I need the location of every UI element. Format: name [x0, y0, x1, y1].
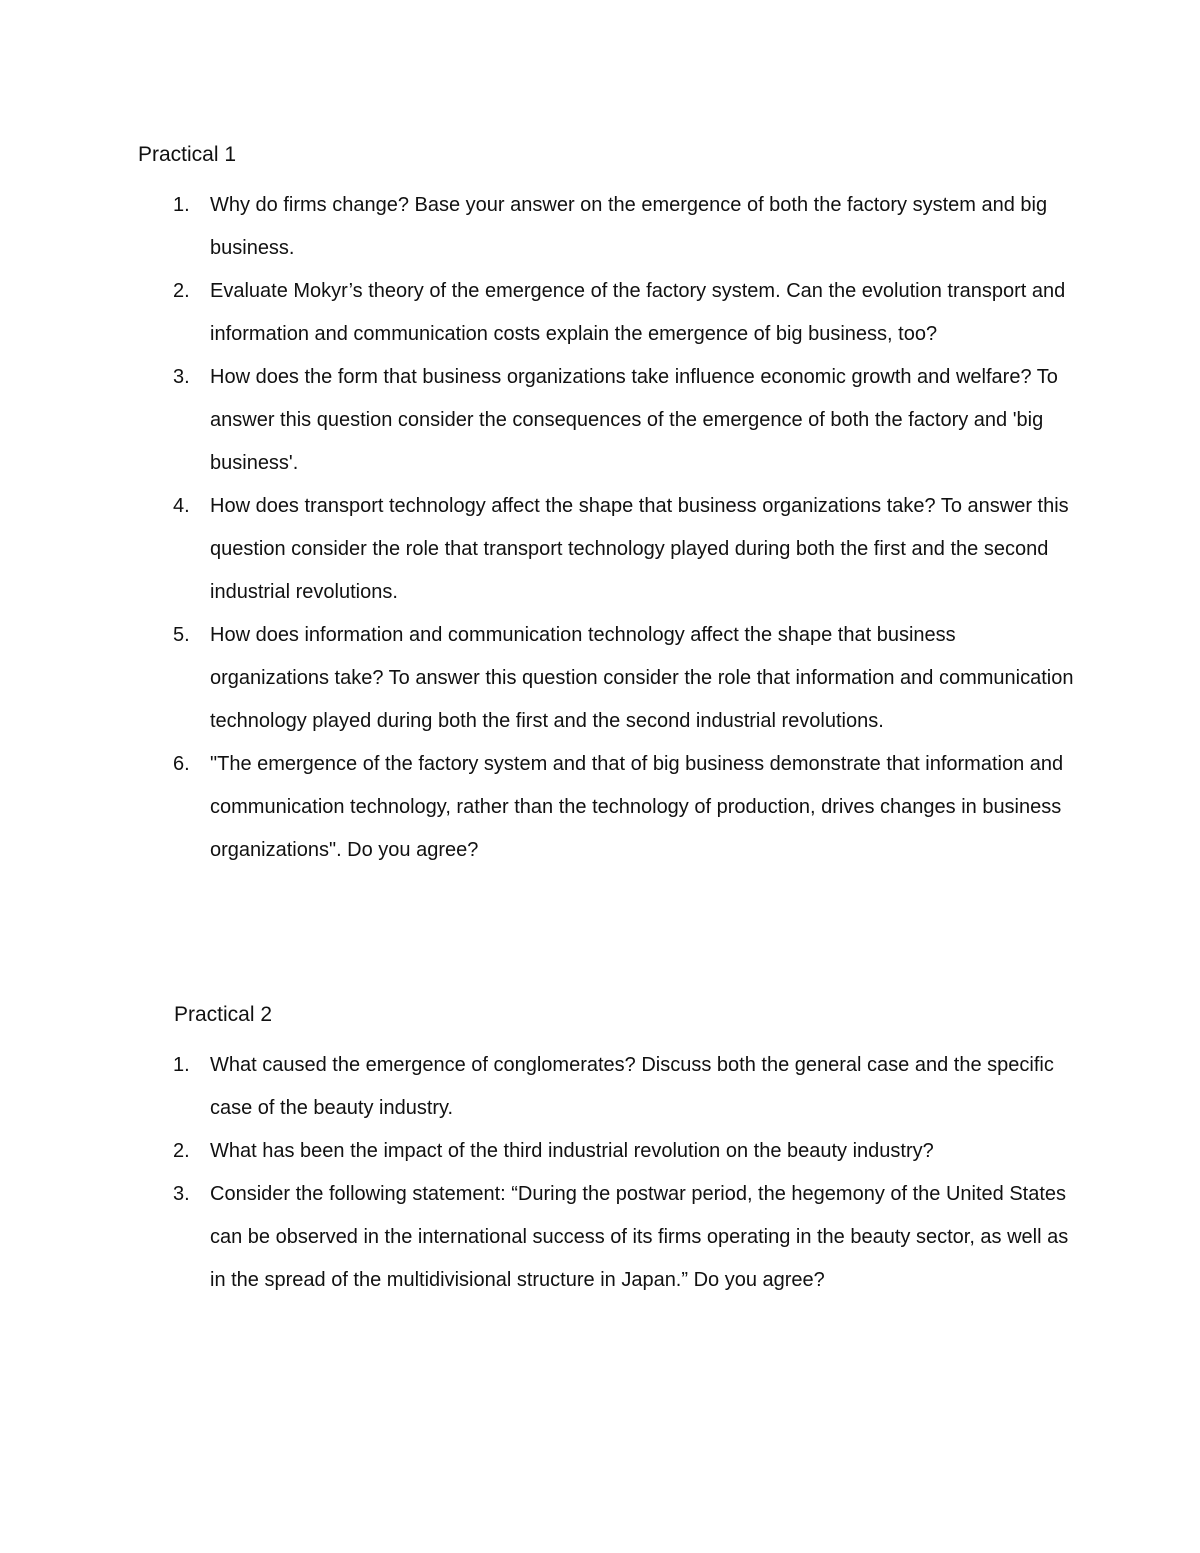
question-number: 5. — [173, 624, 190, 646]
question-item — [0, 356, 1080, 485]
question-number: 1. — [173, 1054, 190, 1076]
question-item — [0, 614, 1080, 743]
question-item — [0, 1173, 1080, 1302]
question-number: 2. — [173, 280, 190, 302]
question-item — [0, 1044, 1080, 1130]
practical-2-heading: Practical 2 — [174, 1003, 273, 1026]
question-number: 3. — [173, 1183, 190, 1205]
question-text: Why do firms change? Base your answer on the emergence of both the factory system and big business. — [210, 194, 1048, 259]
question-text: Evaluate Mokyr’s theory of the emergence of the factory system. Can the evolution transport and information and communication costs explain the emergence of big business, too? — [210, 280, 1066, 345]
question-number: 2. — [173, 1140, 190, 1162]
question-item — [0, 485, 1080, 614]
practical-2-question-list — [0, 1044, 1200, 1302]
question-text: How does information and communication technology affect the shape that business organizations take? To answer this question consider the role that information and communication technology played during both the first and the second industrial revolutions. — [210, 624, 1074, 732]
question-item — [0, 1130, 1080, 1173]
question-text: What caused the emergence of conglomerates? Discuss both the general case and the specific case of the beauty industry. — [210, 1054, 1054, 1119]
question-text: What has been the impact of the third industrial revolution on the beauty industry? — [210, 1140, 934, 1162]
question-item — [0, 270, 1080, 356]
question-text: "The emergence of the factory system and that of big business demonstrate that information and communication technology, rather than the technology of production, drives changes in business organizations". Do you agree? — [210, 753, 1064, 861]
practical-1-question-list — [0, 184, 1200, 872]
practical-1-heading: Practical 1 — [138, 143, 237, 166]
question-number: 1. — [173, 194, 190, 216]
question-item — [0, 743, 1080, 872]
question-number: 4. — [173, 495, 190, 517]
question-number: 6. — [173, 753, 190, 775]
question-item — [0, 184, 1080, 270]
question-number: 3. — [173, 366, 190, 388]
question-text: How does transport technology affect the shape that business organizations take? To answer this question consider the role that transport technology played during both the first and the second industrial revolutions. — [210, 495, 1069, 603]
question-text: Consider the following statement: “During the postwar period, the hegemony of the United States can be observed in the international success of its firms operating in the beauty sector, as well as in the spread of the multidivisional structure in Japan.” Do you agree? — [210, 1183, 1069, 1291]
question-text: How does the form that business organizations take influence economic growth and welfare? To answer this question consider the consequences of the emergence of both the factory and 'big business'. — [210, 366, 1058, 474]
